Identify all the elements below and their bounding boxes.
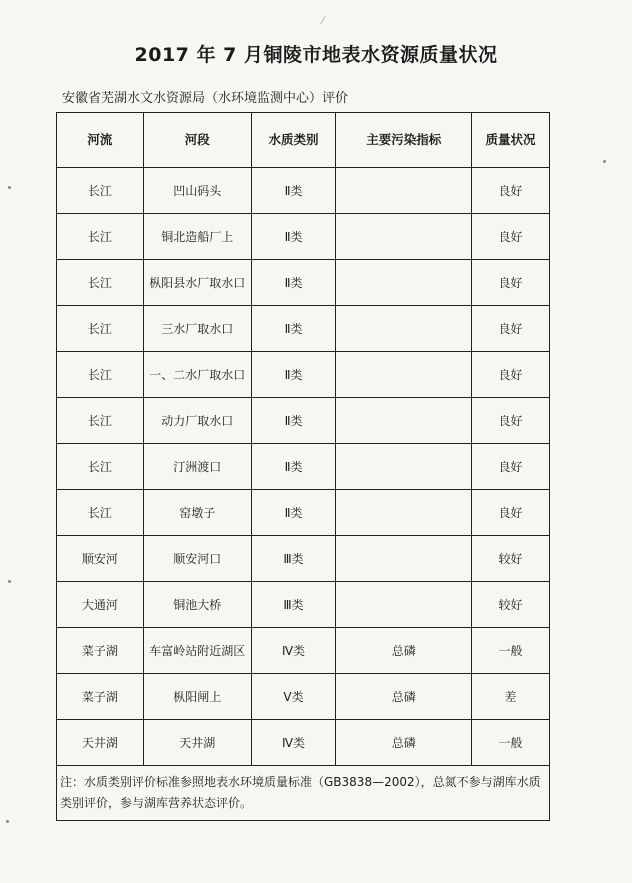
cell-river: 菜子湖 xyxy=(57,674,144,720)
cell-section: 三水厂取水口 xyxy=(143,306,251,352)
header-pollutants: 主要污染指标 xyxy=(336,113,472,168)
cell-quality: 良好 xyxy=(472,444,550,490)
cell-section: 铜池大桥 xyxy=(143,582,251,628)
cell-quality: 良好 xyxy=(472,260,550,306)
cell-pollutants: 总磷 xyxy=(336,720,472,766)
cell-quality: 一般 xyxy=(472,720,550,766)
cell-section: 窑墩子 xyxy=(143,490,251,536)
scan-speck xyxy=(8,186,11,189)
cell-river: 长江 xyxy=(57,260,144,306)
cell-water-class: Ⅲ类 xyxy=(251,536,336,582)
cell-water-class: Ⅲ类 xyxy=(251,582,336,628)
cell-river: 天井湖 xyxy=(57,720,144,766)
cell-section: 顺安河口 xyxy=(143,536,251,582)
page-title: 2017 年 7 月铜陵市地表水资源质量状况 xyxy=(134,44,498,66)
header-water-class: 水质类别 xyxy=(251,113,336,168)
scan-speck xyxy=(603,160,606,163)
footnote: 注：水质类别评价标准参照地表水环境质量标准（GB3838—2002），总氮不参与湖库水质类别评价，参与湖库营养状态评价。 xyxy=(60,775,541,810)
cell-quality: 较好 xyxy=(472,582,550,628)
cell-pollutants: 总磷 xyxy=(336,674,472,720)
scan-speck xyxy=(8,580,11,583)
cell-section: 枞阳闸上 xyxy=(143,674,251,720)
cell-quality: 良好 xyxy=(472,214,550,260)
header-quality: 质量状况 xyxy=(472,113,550,168)
cell-quality: 差 xyxy=(472,674,550,720)
cell-river: 大通河 xyxy=(57,582,144,628)
cell-water-class: Ⅱ类 xyxy=(251,306,336,352)
cell-river: 长江 xyxy=(57,352,144,398)
cell-section: 凹山码头 xyxy=(143,168,251,214)
cell-section: 动力厂取水口 xyxy=(143,398,251,444)
cell-section: 汀洲渡口 xyxy=(143,444,251,490)
cell-water-class: Ⅱ类 xyxy=(251,352,336,398)
cell-section: 车富岭站附近湖区 xyxy=(143,628,251,674)
cell-quality: 良好 xyxy=(472,352,550,398)
cell-water-class: Ⅱ类 xyxy=(251,260,336,306)
cell-quality: 较好 xyxy=(472,536,550,582)
cell-river: 长江 xyxy=(57,214,144,260)
evaluator-line: 安徽省芜湖水文水资源局（水环境监测中心）评价 xyxy=(62,91,349,106)
cell-quality: 良好 xyxy=(472,168,550,214)
header-section: 河段 xyxy=(143,113,251,168)
cell-river: 菜子湖 xyxy=(57,628,144,674)
cell-river: 长江 xyxy=(57,490,144,536)
cell-water-class: Ⅳ类 xyxy=(251,720,336,766)
cell-pollutants: 总磷 xyxy=(336,628,472,674)
cell-water-class: Ⅳ类 xyxy=(251,628,336,674)
cell-water-class: Ⅱ类 xyxy=(251,490,336,536)
cell-water-class: Ⅱ类 xyxy=(251,444,336,490)
cell-quality: 良好 xyxy=(472,306,550,352)
scan-speck xyxy=(6,820,9,823)
cell-river: 顺安河 xyxy=(57,536,144,582)
cell-river: 长江 xyxy=(57,398,144,444)
header-river: 河流 xyxy=(57,113,144,168)
cell-water-class: Ⅴ类 xyxy=(251,674,336,720)
cell-river: 长江 xyxy=(57,444,144,490)
cell-section: 一、二水厂取水口 xyxy=(143,352,251,398)
cell-section: 枞阳县水厂取水口 xyxy=(143,260,251,306)
cell-water-class: Ⅱ类 xyxy=(251,214,336,260)
table-outer-border xyxy=(56,112,550,821)
cell-water-class: Ⅱ类 xyxy=(251,168,336,214)
cell-quality: 良好 xyxy=(472,490,550,536)
scan-mark: ⁄ xyxy=(322,16,324,27)
cell-quality: 一般 xyxy=(472,628,550,674)
cell-section: 铜北造船厂上 xyxy=(143,214,251,260)
cell-river: 长江 xyxy=(57,306,144,352)
cell-water-class: Ⅱ类 xyxy=(251,398,336,444)
cell-section: 天井湖 xyxy=(143,720,251,766)
cell-quality: 良好 xyxy=(472,398,550,444)
cell-river: 长江 xyxy=(57,168,144,214)
